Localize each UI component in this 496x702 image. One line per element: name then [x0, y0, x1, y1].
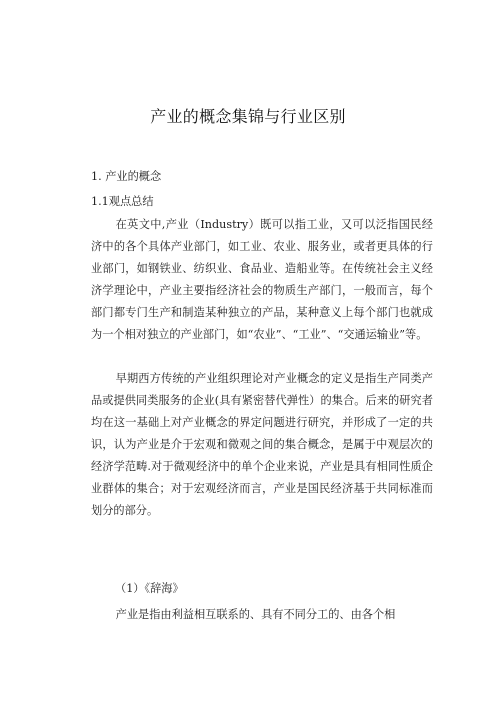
body-paragraph-2: 早期西方传统的产业组织理论对产业概念的定义是指生产同类产品或提供同类服务的企业(具有紧密替代弹性）的集合。后来的研究者均在这一基础上对产业概念的界定问题进行研究，并形成了一定的共识，认为产业是介于宏观和微观之间的集合概念，是属于中观层次的经济学范畴.对于微观经济中的单个企业来说，产业是具有相同性质企业群体的集合；对于宏观经济而言，产业是国民经济基于共同标准而划分的部分。: [91, 372, 433, 517]
body-paragraph-1: 在英文中,产业（Industry）既可以指工业，又可以泛指国民经济中的各个具体产业部门，如工业、农业、服务业，或者更具体的行业部门，如钢铁业、纺织业、食品业、造船业等。在传统社会主义经济学理论中，产业主要指经济社会的物质生产部门，一般而言，每个部门都专门生产和制造某种独立的产品，某种意义上每个部门也就成为一个相对独立的产业部门，如“农业”、“工业”、“交通运输业”等。: [91, 218, 433, 341]
section-heading-1: 1. 产业的概念: [91, 170, 162, 183]
document-title: 产业的概念集锦与行业区别: [150, 107, 346, 126]
subheading-cihai: （1）《辞海》: [115, 582, 184, 595]
body-paragraph-3: 产业是指由利益相互联系的、具有不同分工的、由各个相: [115, 608, 396, 621]
section-heading-1-1: 1.1观点总结: [91, 195, 154, 208]
